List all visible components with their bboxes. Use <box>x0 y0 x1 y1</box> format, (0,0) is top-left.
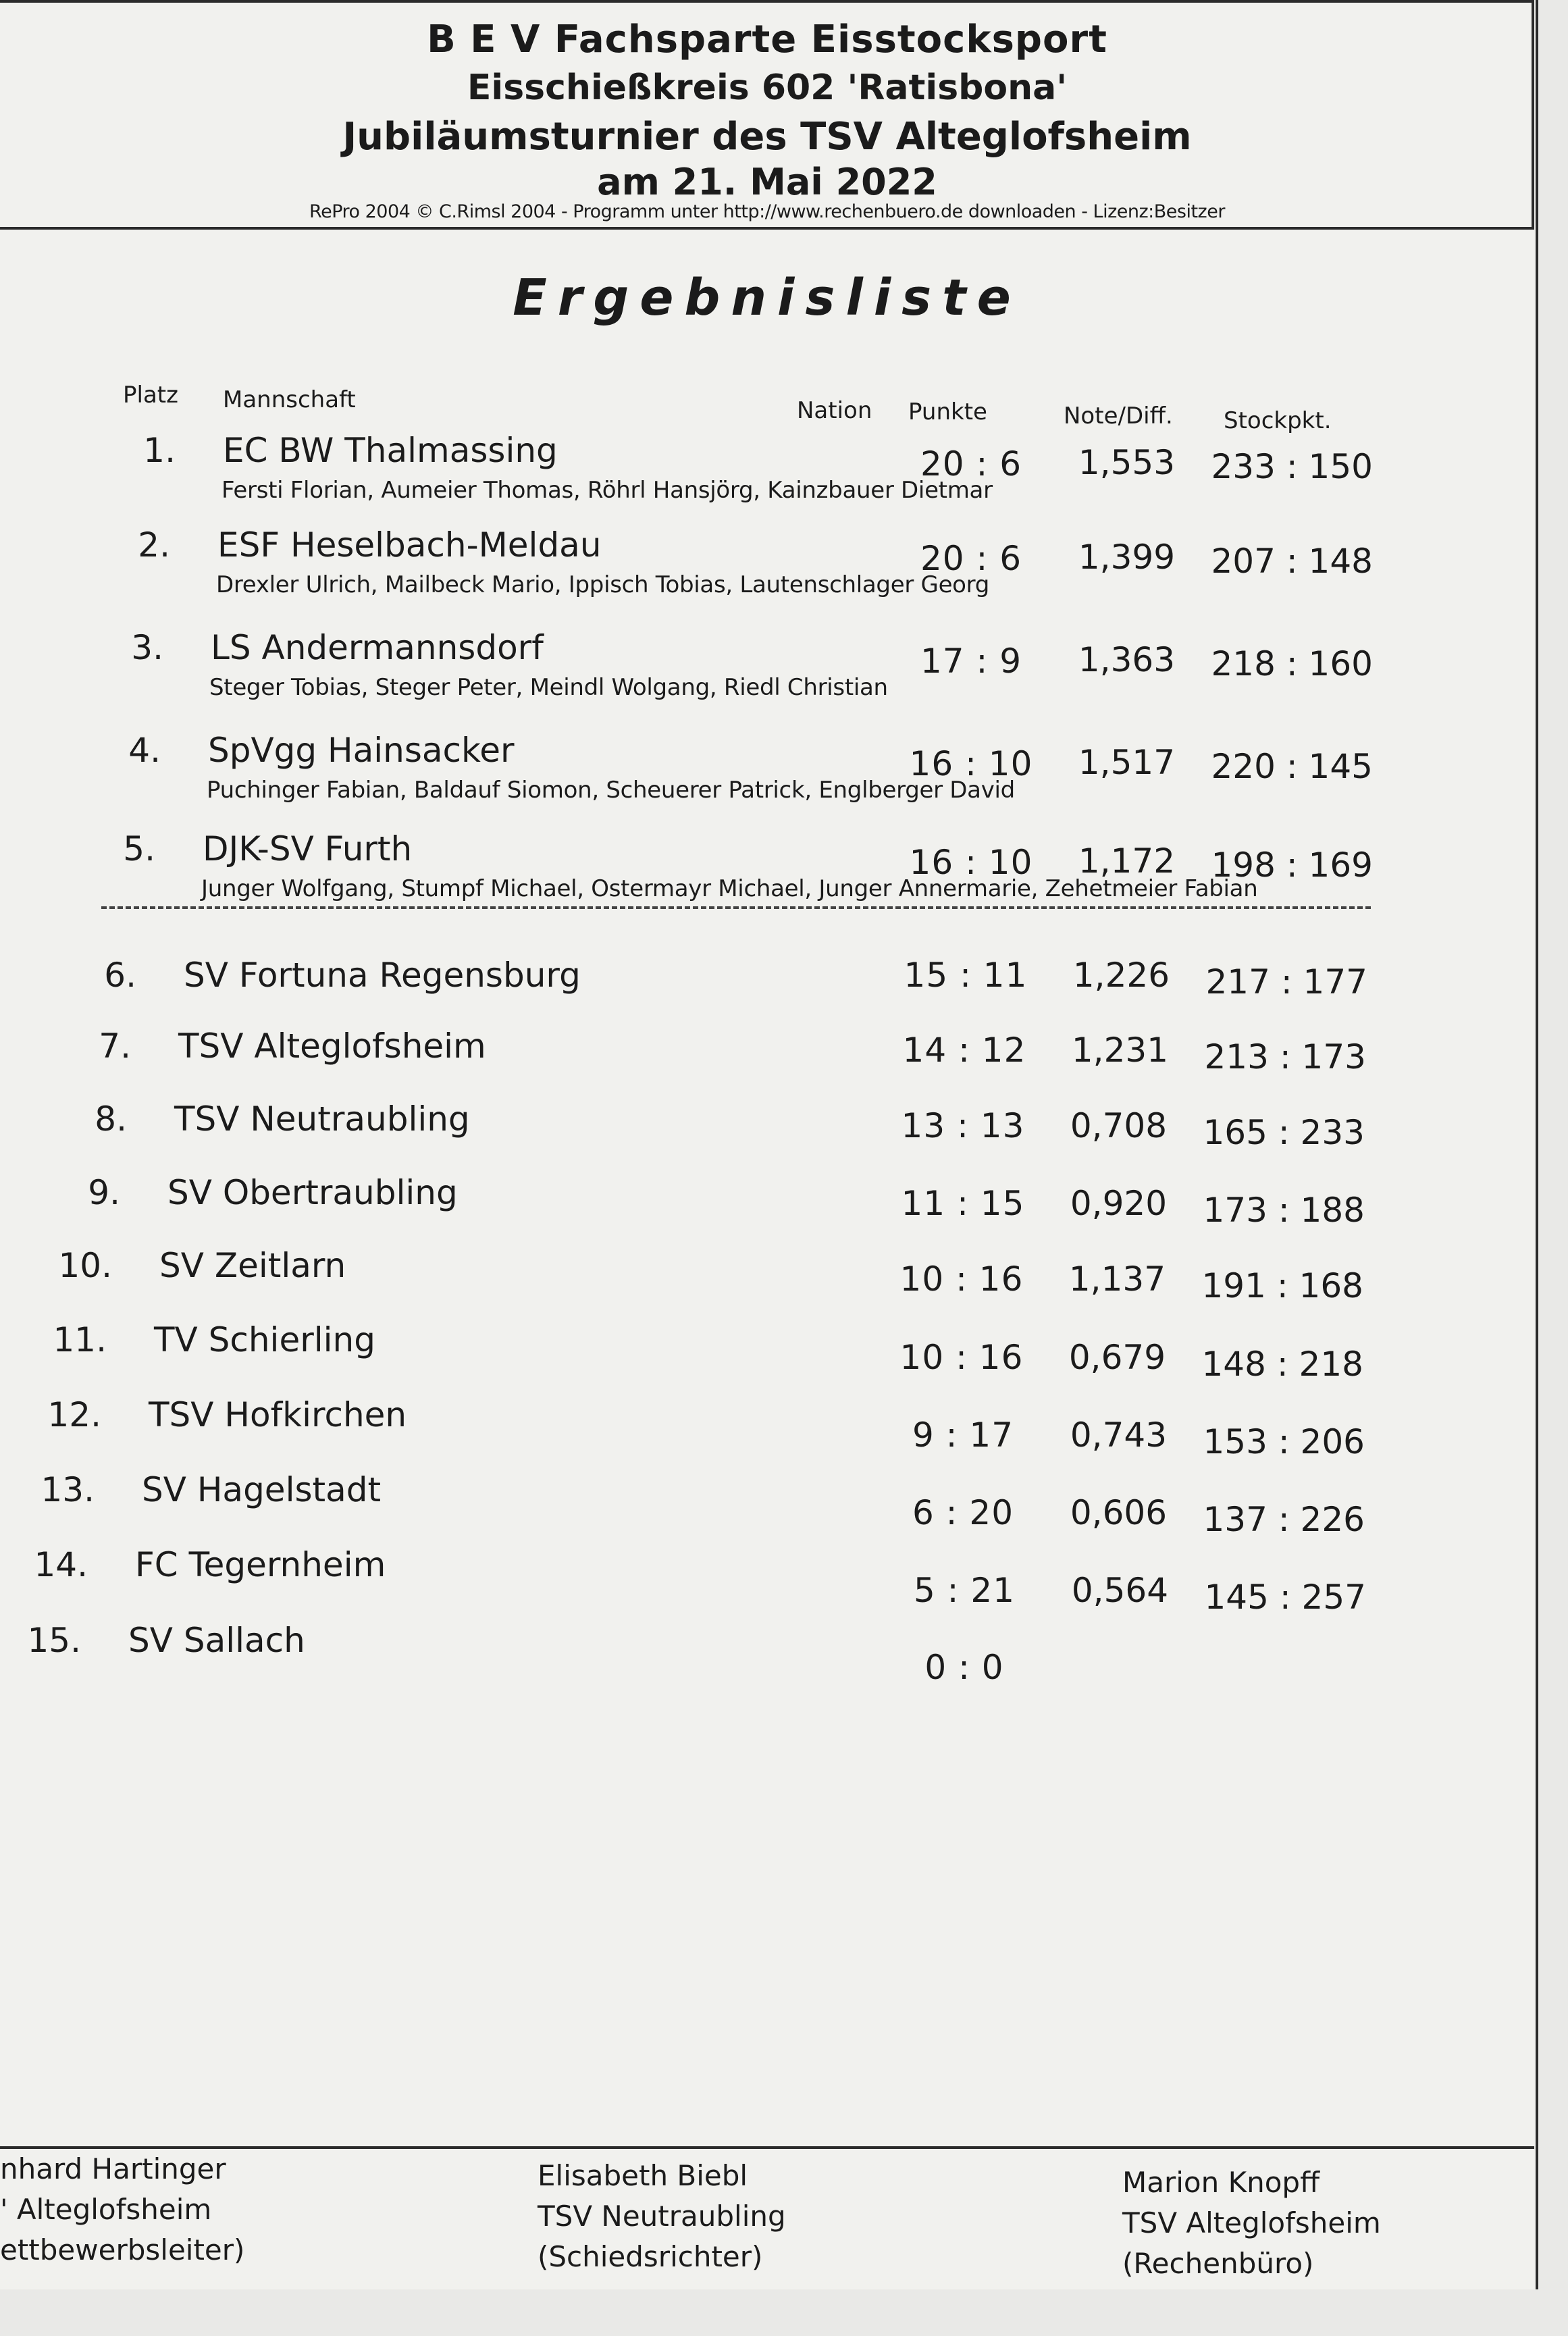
team-members: Puchinger Fabian, Baldauf Siomon, Scheuerer Patrick, Englberger David <box>207 777 1015 804</box>
note-diff: 1,172 <box>1078 841 1175 881</box>
signature-club: TSV Alteglofsheim <box>1122 2206 1381 2239</box>
signature-name: Elisabeth Biebl <box>538 2159 748 2192</box>
column-header-nation: Nation <box>797 397 872 424</box>
signature-block-center <box>538 2156 786 2277</box>
place: 15. <box>27 1621 81 1660</box>
team-name: ESF Heselbach-Meldau <box>217 525 602 565</box>
federation-title: B E V Fachsparte Eisstocksport <box>427 18 1107 61</box>
team-members: Steger Tobias, Steger Peter, Meindl Wolgang, Riedl Christian <box>209 674 888 701</box>
note-diff: 0,606 <box>1070 1493 1167 1532</box>
header-box <box>0 0 1534 230</box>
place: 11. <box>53 1320 107 1359</box>
team-name: TSV Alteglofsheim <box>178 1027 486 1066</box>
table-row <box>0 525 1534 606</box>
stock-points: 233 : 150 <box>1211 447 1373 486</box>
team-name: TSV Neutraubling <box>174 1099 470 1139</box>
points: 13 : 13 <box>901 1106 1025 1145</box>
points: 6 : 20 <box>912 1493 1014 1532</box>
team-name: FC Tegernheim <box>135 1545 386 1584</box>
points: 10 : 16 <box>899 1260 1024 1299</box>
team-name: EC BW Thalmassing <box>223 431 558 470</box>
place: 3. <box>131 628 163 667</box>
tournament-date: am 21. Mai 2022 <box>597 161 937 203</box>
team-name: SV Sallach <box>128 1621 305 1660</box>
stock-points: 198 : 169 <box>1211 846 1373 885</box>
note-diff: 1,231 <box>1071 1031 1168 1070</box>
table-row <box>0 1027 1534 1108</box>
stock-points: 218 : 160 <box>1211 644 1373 683</box>
table-row <box>0 1320 1534 1401</box>
place: 8. <box>95 1099 127 1139</box>
note-diff: 1,517 <box>1078 743 1175 782</box>
team-members: Junger Wolfgang, Stumpf Michael, Ostermayr Michael, Junger Annermarie, Zehetmeier Fabian <box>201 875 1258 902</box>
points: 16 : 10 <box>909 744 1033 783</box>
points: 14 : 12 <box>902 1031 1026 1070</box>
note-diff: 0,679 <box>1068 1338 1166 1377</box>
note-diff: 0,708 <box>1070 1106 1167 1145</box>
team-name: SV Zeitlarn <box>159 1246 346 1285</box>
note-diff: 0,743 <box>1070 1416 1167 1455</box>
software-credits: RePro 2004 © C.Rimsl 2004 - Programm unter http://www.rechenbuero.de downloaden - Lizenz:Besitzer <box>309 201 1225 222</box>
points: 0 : 0 <box>924 1648 1004 1687</box>
points: 5 : 21 <box>913 1571 1016 1610</box>
stock-points: 191 : 168 <box>1201 1266 1363 1305</box>
signature-name: Marion Knopff <box>1122 2166 1320 2199</box>
table-row <box>0 731 1534 812</box>
place: 10. <box>58 1246 112 1285</box>
team-name: LS Andermannsdorf <box>211 628 544 667</box>
stock-points: 217 : 177 <box>1205 962 1367 1002</box>
team-name: SV Obertraubling <box>167 1173 458 1212</box>
stock-points: 148 : 218 <box>1201 1345 1363 1384</box>
column-header-punkte: Punkte <box>908 398 987 425</box>
district-title: Eisschießkreis 602 'Ratisbona' <box>467 68 1068 108</box>
points: 20 : 6 <box>920 539 1022 578</box>
team-name: DJK-SV Furth <box>203 829 413 868</box>
place: 6. <box>104 956 136 995</box>
place: 12. <box>47 1395 101 1434</box>
tournament-title: Jubiläumsturnier des TSV Alteglofsheim <box>342 115 1192 159</box>
stock-points: 165 : 233 <box>1203 1113 1365 1152</box>
table-row <box>0 1470 1534 1551</box>
signature-block-right <box>1122 2162 1381 2284</box>
stock-points: 220 : 145 <box>1211 747 1373 786</box>
stock-points: 137 : 226 <box>1203 1500 1365 1539</box>
page-title: Ergebnisliste <box>513 269 1022 327</box>
signature-role: (Schiedsrichter) <box>538 2240 763 2273</box>
points: 11 : 15 <box>901 1184 1025 1223</box>
team-name: TV Schierling <box>154 1320 375 1359</box>
stock-points: 145 : 257 <box>1204 1578 1366 1617</box>
points: 15 : 11 <box>904 956 1028 995</box>
signature-name: nhard Hartinger <box>0 2152 226 2185</box>
note-diff: 1,137 <box>1068 1260 1166 1299</box>
team-members: Drexler Ulrich, Mailbeck Mario, Ippisch Tobias, Lautenschlager Georg <box>216 571 990 598</box>
note-diff: 1,226 <box>1072 956 1170 995</box>
place: 7. <box>99 1027 131 1066</box>
signature-club: TSV Neutraubling <box>538 2200 786 2233</box>
table-row <box>0 1099 1534 1180</box>
table-row <box>0 1621 1534 1702</box>
place: 14. <box>34 1545 88 1584</box>
points: 10 : 16 <box>899 1338 1024 1377</box>
column-header-note: Note/Diff. <box>1064 403 1173 430</box>
team-name: SV Fortuna Regensburg <box>184 956 581 995</box>
table-row <box>0 431 1534 512</box>
signature-block-left <box>0 2149 244 2270</box>
column-header-mannschaft: Mannschaft <box>223 386 356 413</box>
note-diff: 1,363 <box>1078 640 1175 679</box>
stock-points: 207 : 148 <box>1211 542 1373 581</box>
note-diff: 1,399 <box>1078 538 1175 577</box>
signature-footer <box>0 2146 1534 2289</box>
note-diff: 1,553 <box>1078 443 1175 482</box>
team-name: TSV Hofkirchen <box>149 1395 407 1434</box>
place: 5. <box>123 829 155 868</box>
table-row <box>0 1173 1534 1254</box>
note-diff: 0,564 <box>1071 1571 1168 1610</box>
qualification-separator <box>101 906 1371 909</box>
stock-points: 153 : 206 <box>1203 1422 1365 1461</box>
table-row <box>0 628 1534 709</box>
team-members: Fersti Florian, Aumeier Thomas, Röhrl Hansjörg, Kainzbauer Dietmar <box>221 477 993 504</box>
column-header-platz: Platz <box>123 382 178 409</box>
signature-club: ' Alteglofsheim <box>0 2193 212 2226</box>
table-row <box>0 956 1534 1037</box>
points: 9 : 17 <box>912 1416 1014 1455</box>
points: 20 : 6 <box>920 444 1022 484</box>
table-row <box>0 1395 1534 1476</box>
place: 4. <box>128 731 161 770</box>
stock-points: 173 : 188 <box>1203 1191 1365 1230</box>
note-diff: 0,920 <box>1070 1184 1167 1223</box>
signature-role: (Rechenbüro) <box>1122 2247 1314 2280</box>
stock-points: 213 : 173 <box>1204 1037 1366 1076</box>
points: 17 : 9 <box>920 642 1022 681</box>
column-header-stockpunkte: Stockpkt. <box>1224 407 1332 434</box>
table-row <box>0 829 1534 910</box>
place: 9. <box>88 1173 120 1212</box>
table-row <box>0 1545 1534 1626</box>
place: 2. <box>138 525 170 565</box>
points: 16 : 10 <box>909 843 1033 882</box>
place: 13. <box>41 1470 95 1509</box>
team-name: SpVgg Hainsacker <box>208 731 515 770</box>
signature-role: ettbewerbsleiter) <box>0 2233 245 2266</box>
team-name: SV Hagelstadt <box>142 1470 382 1509</box>
place: 1. <box>143 431 176 470</box>
table-row <box>0 1246 1534 1327</box>
